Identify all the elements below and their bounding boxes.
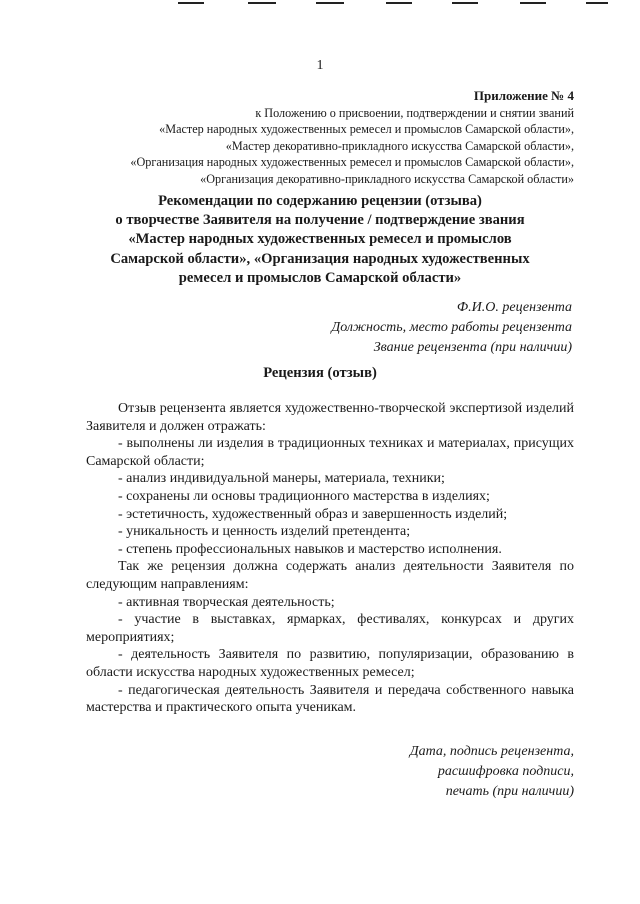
appendix-line: к Положению о присвоении, подтверждении и снятии званий xyxy=(255,105,574,120)
reviewer-rank: Звание рецензента (при наличии) xyxy=(373,340,572,355)
page-number: 1 xyxy=(316,58,324,73)
heading-line: Рекомендации по содержанию рецензии (отзыва) xyxy=(158,193,482,209)
body-paragraph: - степень профессиональных навыков и мастерство исполнения. xyxy=(118,541,502,557)
body-paragraph: Так же рецензия должна содержать анализ деятельности Заявителя по следующим направлениям: xyxy=(86,559,574,592)
appendix-line: «Мастер декоративно-прикладного искусства Самарской области», xyxy=(225,138,574,153)
heading-line: о творчестве Заявителя на получение / подтверждение звания xyxy=(115,212,525,229)
appendix-block xyxy=(34,88,574,187)
body-paragraph: Отзыв рецензента является художественно-творческой экспертизой изделий Заявителя и должен отражать: xyxy=(86,401,574,434)
signature-line: печать (при наличии) xyxy=(445,784,574,799)
body-paragraph: - выполнены ли изделия в традиционных техниках и материалах, присущих Самарской области; xyxy=(86,436,574,469)
review-title: Рецензия (отзыв) xyxy=(263,365,377,381)
signature-line: расшифровка подписи, xyxy=(437,764,574,779)
body-paragraph: - эстетичность, художественный образ и завершенность изделий; xyxy=(118,506,508,522)
appendix-line: «Организация народных художественных ремесел и промыслов Самарской области», xyxy=(130,155,574,169)
reviewer-name: Ф.И.О. рецензента xyxy=(456,300,572,315)
body-paragraph: - активная творческая деятельность; xyxy=(118,594,335,610)
signature-block xyxy=(274,742,574,802)
appendix-line: «Организация декоративно-прикладного искусства Самарской области» xyxy=(200,171,574,186)
body-paragraph: - анализ индивидуальной манеры, материала, техники; xyxy=(118,471,445,487)
reviewer-position: Должность, место работы рецензента xyxy=(331,320,572,335)
heading-line: ремесел и промыслов Самарской области» xyxy=(178,269,462,286)
appendix-title: Приложение № 4 xyxy=(473,88,574,103)
signature-line: Дата, подпись рецензента, xyxy=(409,744,574,759)
heading-line: Самарской области», «Организация народных художественных xyxy=(110,250,530,267)
recommendations-heading xyxy=(60,192,580,288)
reviewer-block xyxy=(172,298,572,358)
body-paragraph: - сохранены ли основы традиционного мастерства в изделиях; xyxy=(118,488,490,504)
body-paragraph: - уникальность и ценность изделий претендента; xyxy=(118,524,411,540)
appendix-line: «Мастер народных художественных ремесел и промыслов Самарской области», xyxy=(159,122,574,136)
scan-top-marks xyxy=(0,0,640,6)
review-body xyxy=(86,400,574,717)
body-paragraph: - участие в выставках, ярмарках, фестивалях, конкурсах и других мероприятиях; xyxy=(86,612,574,645)
body-paragraph: - деятельность Заявителя по развитию, популяризации, образованию в области искусства народных художественных ремесел; xyxy=(86,647,574,680)
body-paragraph: - педагогическая деятельность Заявителя и передача собственного навыка мастерства и практического опыта ученикам. xyxy=(86,682,574,716)
heading-line: «Мастер народных художественных ремесел и промыслов xyxy=(128,231,512,248)
